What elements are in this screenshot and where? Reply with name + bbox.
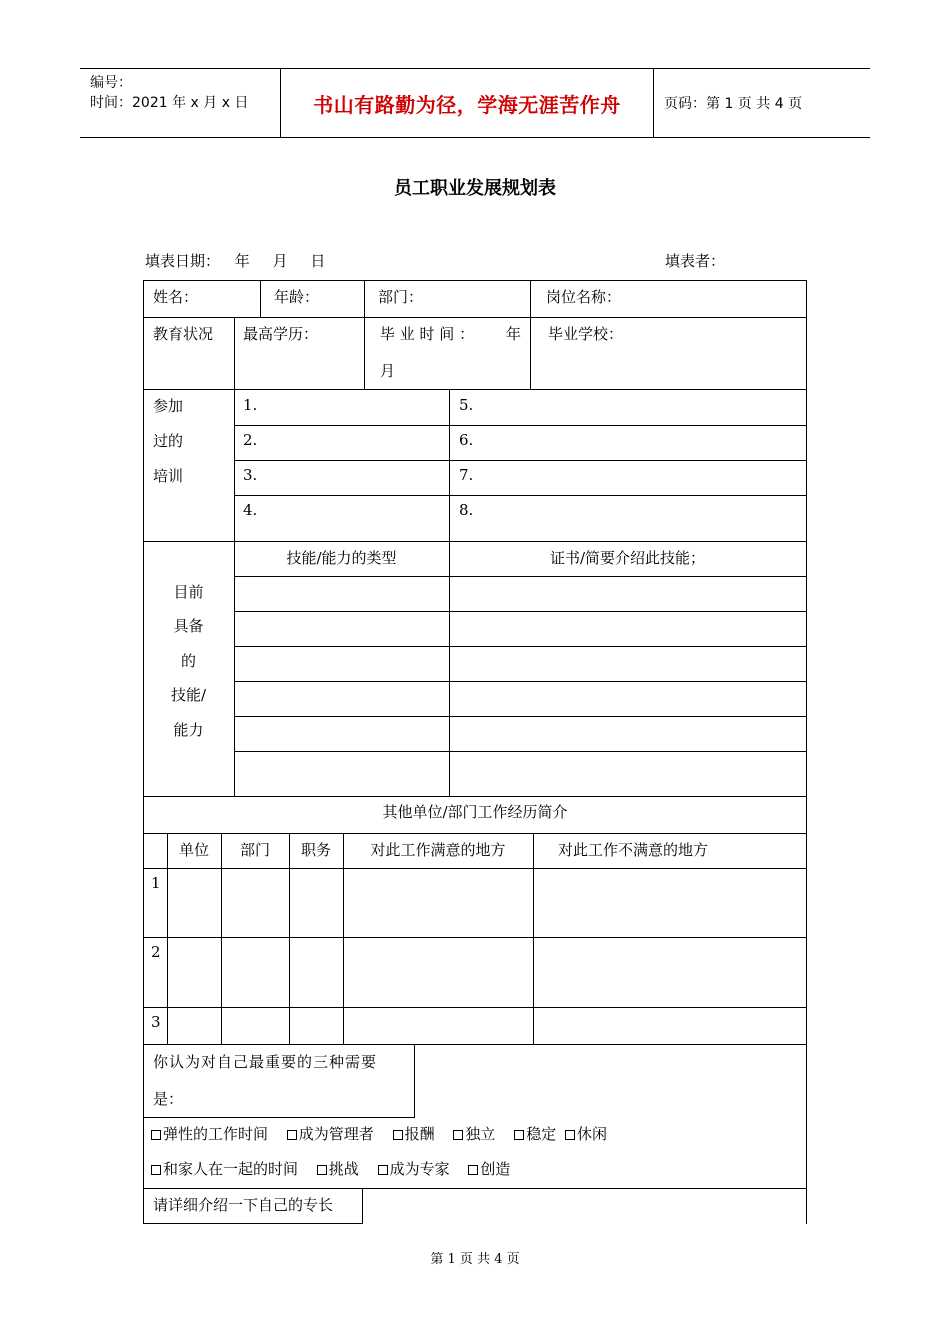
month-label: 月 [272, 252, 288, 270]
strength-label: 请详细介绍一下自己的专长 [153, 1196, 334, 1214]
motto: 书山有路勤为径，学海无涯苦作舟 [313, 92, 621, 117]
exp-row-number: 1 [151, 874, 161, 892]
checkbox-icon[interactable] [378, 1165, 388, 1175]
exp-col-unsatisfied: 对此工作不满意的地方 [557, 841, 708, 859]
checkbox-icon[interactable] [393, 1130, 403, 1140]
page-info: 页码：第 1 页 共 4 页 [664, 96, 803, 112]
experience-title: 其他单位/部门工作经历简介 [382, 803, 568, 821]
option-expert[interactable]: 成为专家 [378, 1160, 450, 1178]
training-item[interactable]: 5. [459, 396, 474, 414]
option-manager[interactable]: 成为管理者 [287, 1125, 374, 1143]
checkbox-icon[interactable] [565, 1130, 575, 1140]
training-item[interactable]: 8. [459, 501, 474, 519]
option-pay[interactable]: 报酬 [393, 1125, 435, 1143]
option-creativity[interactable]: 创造 [468, 1160, 510, 1178]
training-label-1: 参加 [153, 397, 184, 415]
needs-options-row-2 [151, 1158, 510, 1179]
needs-question-cont: 是： [153, 1090, 184, 1108]
training-item[interactable]: 2. [243, 431, 258, 449]
skills-label-line: 技能/ [170, 686, 207, 704]
skills-label-line: 目前 [173, 583, 204, 601]
name-field[interactable]: 姓名： [153, 288, 199, 306]
option-independence[interactable]: 独立 [453, 1125, 495, 1143]
exp-row-number: 2 [151, 943, 161, 961]
number-label: 编号： [90, 75, 132, 91]
filler-label: 填表者： [665, 252, 726, 270]
option-family-time[interactable]: 和家人在一起的时间 [151, 1160, 298, 1178]
training-label-3: 培训 [153, 467, 184, 485]
checkbox-icon[interactable] [287, 1130, 297, 1140]
exp-col-title: 职务 [300, 841, 331, 859]
page-title: 员工职业发展规划表 [394, 178, 556, 199]
needs-question: 你认为对自己最重要的三种需要 [153, 1053, 378, 1071]
document-header [80, 68, 870, 138]
degree-field[interactable]: 最高学历： [243, 325, 319, 343]
checkbox-icon[interactable] [151, 1130, 161, 1140]
training-item[interactable]: 3. [243, 466, 258, 484]
training-item[interactable]: 4. [243, 501, 258, 519]
needs-options-row-1 [151, 1123, 607, 1144]
option-flex-time[interactable]: 弹性的工作时间 [151, 1125, 268, 1143]
option-leisure[interactable]: 休闲 [565, 1125, 607, 1143]
grad-time-label: 毕 业 时 间 ： [380, 325, 475, 343]
checkbox-icon[interactable] [514, 1130, 524, 1140]
exp-col-dept: 部门 [239, 841, 270, 859]
training-item[interactable]: 1. [243, 396, 258, 414]
option-challenge[interactable]: 挑战 [317, 1160, 359, 1178]
page-footer: 第 1 页 共 4 页 [430, 1252, 520, 1267]
education-label: 教育状况 [153, 325, 214, 343]
training-item[interactable]: 6. [459, 431, 474, 449]
header-motto-cell [281, 69, 654, 137]
checkbox-icon[interactable] [453, 1130, 463, 1140]
exp-row-number: 3 [151, 1013, 161, 1031]
skills-label-line: 的 [180, 652, 196, 670]
training-item[interactable]: 7. [459, 466, 474, 484]
fill-date [145, 250, 335, 271]
grad-month-label: 月 [380, 362, 396, 380]
school-field[interactable]: 毕业学校： [548, 325, 624, 343]
year-label: 年 [234, 252, 250, 270]
fill-date-label: 填表日期： [145, 252, 221, 270]
position-field[interactable]: 岗位名称： [546, 288, 622, 306]
checkbox-icon[interactable] [151, 1165, 161, 1175]
checkbox-icon[interactable] [468, 1165, 478, 1175]
dept-field[interactable]: 部门： [378, 288, 424, 306]
skills-label-line: 能力 [173, 721, 204, 739]
exp-col-unit: 单位 [178, 841, 209, 859]
skills-label-line: 具备 [173, 617, 204, 635]
skill-type-header: 技能/能力的类型 [286, 549, 397, 567]
age-field[interactable]: 年龄： [274, 288, 320, 306]
skill-cert-header: 证书/简要介绍此技能； [549, 549, 706, 567]
header-meta-cell [80, 69, 281, 137]
time-label: 时间：2021 年 x 月 x 日 [90, 95, 249, 111]
training-label-2: 过的 [153, 432, 184, 450]
option-stability[interactable]: 稳定 [514, 1125, 556, 1143]
day-label: 日 [310, 252, 326, 270]
grad-year-label: 年 [506, 325, 522, 343]
checkbox-icon[interactable] [317, 1165, 327, 1175]
exp-col-satisfied: 对此工作满意的地方 [370, 841, 506, 859]
